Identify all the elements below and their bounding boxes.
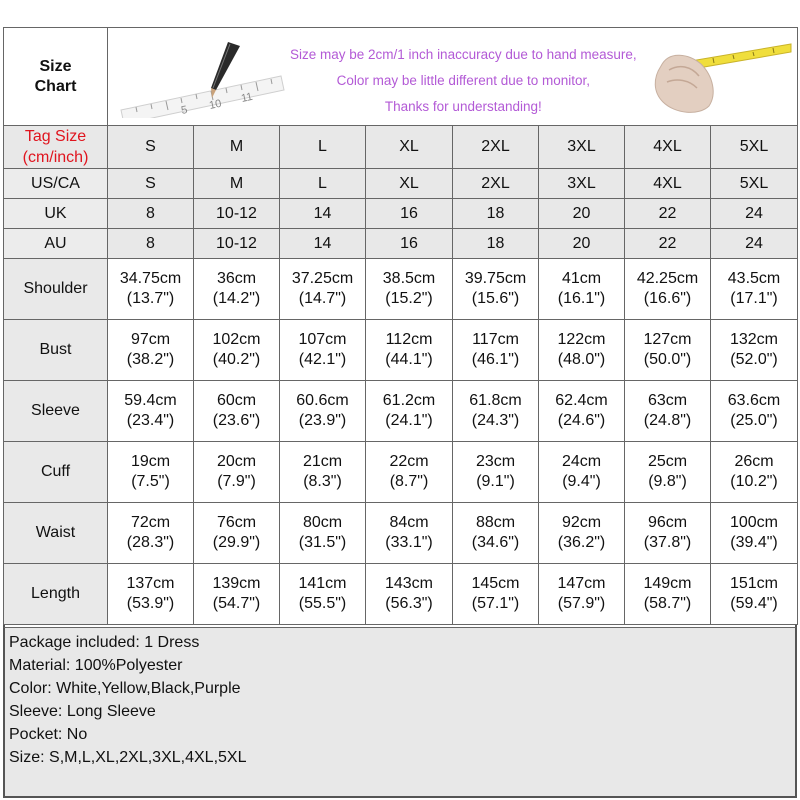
measurement-inch: (16.1") [557,290,606,307]
ruler-number-5: 5 [180,103,189,117]
measurement-cell [625,503,711,564]
measurement-inch: (33.1") [385,534,433,551]
measurement-cell [194,564,280,625]
measurement-inch: (34.6") [471,534,520,551]
measurement-label: Cuff [4,442,108,503]
measurement-cm: 37.25cm [291,270,354,287]
measurement-cell [366,564,453,625]
measurement-inch: (58.7") [643,595,692,612]
measurement-cell [453,564,539,625]
region-size-cell: 5XL [711,169,798,199]
region-size-cell: 24 [711,199,798,229]
measurement-inch: (14.2") [212,290,261,307]
region-size-cell: 16 [366,229,453,259]
measurement-inch: (56.3") [385,595,433,612]
measurement-inch: (25.0") [730,412,778,429]
measurement-inch: (57.9") [557,595,606,612]
measurement-cm: 132cm [729,331,779,348]
title-line-1: Size [39,57,72,75]
measurement-cell [625,442,711,503]
measurement-inch: (54.7") [212,595,261,612]
measurement-cm: 100cm [729,514,779,531]
measurement-cell [366,381,453,442]
measurement-cell [194,503,280,564]
measurement-cell [108,320,194,381]
measurement-cm: 63cm [647,392,688,409]
measurement-cm: 147cm [557,575,606,592]
measurement-inch: (39.4") [730,534,778,551]
region-size-cell: 10-12 [194,229,280,259]
tag-size-label-line-1: Tag Size [24,128,87,145]
measurement-cm: 96cm [647,514,688,531]
measurement-cell [108,564,194,625]
tag-size-cell: 2XL [453,126,539,169]
measurement-cm: 127cm [643,331,692,348]
measurement-cm: 143cm [384,575,434,592]
tag-size-label [4,126,108,169]
measurement-inch: (38.2") [126,351,175,368]
measurement-inch: (40.2") [212,351,261,368]
measurement-cm: 43.5cm [727,270,781,287]
measurement-cell [280,503,366,564]
measurement-row [4,381,798,442]
info-pocket: Pocket: No [9,726,88,743]
region-size-cell: 8 [108,199,194,229]
region-size-cell: M [194,169,280,199]
region-size-cell: 4XL [625,169,711,199]
measurement-cm: 20cm [216,453,257,470]
region-label: US/CA [4,169,108,199]
measurement-cell [108,442,194,503]
measurement-cell [280,381,366,442]
notes [290,42,637,120]
measurement-cell [108,381,194,442]
measurement-row [4,503,798,564]
region-row [4,199,798,229]
tag-size-cell: 4XL [625,126,711,169]
measurement-cell [108,503,194,564]
measurement-cm: 59.4cm [124,392,177,409]
info-color: Color: White,Yellow,Black,Purple [9,680,241,697]
notice-banner [108,28,798,126]
measurement-row [4,320,798,381]
pencil-ruler-icon [116,38,286,118]
region-size-cell: 3XL [539,169,625,199]
region-size-cell: 10-12 [194,199,280,229]
region-size-cell: L [280,169,366,199]
header-row [4,28,798,126]
measurement-inch: (57.1") [471,595,520,612]
measurement-cell [366,442,453,503]
region-row [4,229,798,259]
region-size-cell: 14 [280,199,366,229]
measurement-inch: (7.5") [131,473,170,490]
note-line: Color may be little different due to monitor, [336,73,591,88]
measurement-inch: (9.8") [648,473,687,490]
measurement-inch: (50.0") [643,351,692,368]
measurement-cm: 80cm [302,514,343,531]
region-label: UK [4,199,108,229]
region-size-cell: 22 [625,229,711,259]
measurement-cell [539,442,625,503]
measurement-label: Waist [4,503,108,564]
measurement-cell [711,381,798,442]
measurement-cm: 92cm [561,514,602,531]
region-size-cell: S [108,169,194,199]
measurement-cm: 23cm [475,453,516,470]
region-row [4,169,798,199]
measurement-cm: 151cm [729,575,779,592]
measurement-inch: (15.6") [471,290,520,307]
measurement-cm: 34.75cm [119,270,182,287]
measurement-cell [453,381,539,442]
measurement-inch: (24.3") [471,412,520,429]
measurement-inch: (8.7") [389,473,429,490]
measurement-cm: 62.4cm [555,392,608,409]
region-size-cell: XL [366,169,453,199]
measurement-inch: (55.5") [298,595,347,612]
measurement-cm: 21cm [302,453,343,470]
measurement-cm: 38.5cm [382,270,436,287]
measurement-inch: (24.1") [385,412,433,429]
measurement-cm: 61.2cm [382,392,436,409]
measurement-inch: (24.6") [557,412,606,429]
measurement-cell [194,442,280,503]
measurement-cm: 117cm [472,331,519,348]
measurement-cell [280,259,366,320]
tag-size-cell: M [194,126,280,169]
measurement-inch: (15.2") [385,290,433,307]
measurement-cm: 112cm [385,331,433,348]
ruler-number-10: 10 [208,97,223,112]
measurement-label: Bust [4,320,108,381]
measurement-inch: (7.9") [217,473,256,490]
measurement-cell [366,320,453,381]
region-size-cell: 22 [625,199,711,229]
measurement-cm: 84cm [389,514,429,531]
measurement-cell [453,503,539,564]
region-size-cell: 20 [539,199,625,229]
measurement-inch: (42.1") [298,351,347,368]
measurement-cm: 25cm [647,453,688,470]
info-material: Material: 100%Polyester [9,657,183,674]
measurement-cell [539,503,625,564]
region-size-cell: 24 [711,229,798,259]
measurement-inch: (9.1") [476,473,515,490]
region-size-cell: 16 [366,199,453,229]
tag-size-cell: L [280,126,366,169]
measurement-cell [453,259,539,320]
title-line-2: Chart [34,77,77,95]
measurement-cm: 61.8cm [469,392,522,409]
measurement-inch: (17.1") [730,290,778,307]
measurement-cm: 149cm [643,575,692,592]
measurement-cell [625,320,711,381]
measurement-cell [711,320,798,381]
tag-size-cell: 5XL [711,126,798,169]
page-title [4,28,108,126]
measurement-inch: (44.1") [385,351,433,368]
measurement-cell [539,259,625,320]
measurement-cell [366,259,453,320]
measurement-inch: (23.6") [212,412,261,429]
tag-size-cell: XL [366,126,453,169]
measurement-cell [194,259,280,320]
measurement-cm: 139cm [212,575,261,592]
measurement-cm: 26cm [734,453,774,470]
info-package: Package included: 1 Dress [9,634,200,651]
measurement-cm: 102cm [212,331,261,348]
note-line: Thanks for understanding! [384,99,542,114]
measurement-cm: 36cm [216,270,257,287]
measurement-inch: (52.0") [730,351,778,368]
measurement-cm: 60cm [216,392,257,409]
measurement-cm: 24cm [561,453,602,470]
tag-size-label-line-2: (cm/inch) [22,149,89,166]
measurement-cell [625,381,711,442]
measurement-inch: (24.8") [643,412,692,429]
measurement-cm: 41cm [561,270,602,287]
measurement-cell [194,320,280,381]
measurement-cell [539,381,625,442]
info-size: Size: S,M,L,XL,2XL,3XL,4XL,5XL [9,749,247,766]
product-info [3,627,797,798]
measurement-label: Shoulder [4,259,108,320]
measurement-cm: 22cm [389,453,429,470]
measurement-cell [539,320,625,381]
measurement-cm: 39.75cm [464,270,527,287]
measurement-inch: (9.4") [562,473,601,490]
measurement-inch: (13.7") [126,290,175,307]
measurement-cm: 97cm [130,331,171,348]
measurement-cell [711,442,798,503]
measurement-cell [108,259,194,320]
measurement-cell [711,503,798,564]
measurement-inch: (16.6") [643,290,692,307]
measurement-cell [711,564,798,625]
measurement-inch: (46.1") [471,351,520,368]
measurement-cell [280,320,366,381]
measurement-cm: 72cm [130,514,171,531]
region-size-cell: 2XL [453,169,539,199]
region-label: AU [4,229,108,259]
measurement-inch: (36.2") [557,534,606,551]
measurement-inch: (48.0") [557,351,606,368]
measurement-inch: (59.4") [730,595,778,612]
measurement-cm: 63.6cm [727,392,781,409]
measurement-row [4,564,798,625]
measurement-cm: 19cm [130,453,171,470]
measurement-inch: (53.9") [126,595,175,612]
measurement-inch: (8.3") [303,473,342,490]
measurement-inch: (23.9") [298,412,347,429]
tag-size-cell: S [108,126,194,169]
measurement-cell [453,320,539,381]
measurement-cell [625,259,711,320]
ruler-number-11: 11 [240,90,254,105]
size-chart-table [3,27,798,625]
measurement-cell [280,442,366,503]
region-size-cell: 14 [280,229,366,259]
tag-size-row [4,126,798,169]
measurement-row [4,442,798,503]
measurement-inch: (37.8") [643,534,692,551]
measurement-label: Sleeve [4,381,108,442]
region-size-cell: 8 [108,229,194,259]
measurement-inch: (29.9") [212,534,261,551]
measurement-cell [280,564,366,625]
measurement-cm: 145cm [471,575,520,592]
info-sleeve: Sleeve: Long Sleeve [9,703,156,720]
tag-size-cell: 3XL [539,126,625,169]
measurement-cell [453,442,539,503]
measurement-cm: 60.6cm [296,392,349,409]
measurement-cm: 122cm [557,331,606,348]
measurement-cell [366,503,453,564]
measurement-cell [711,259,798,320]
measurement-cell [194,381,280,442]
measurement-inch: (23.4") [126,412,175,429]
note-line: Size may be 2cm/1 inch inaccuracy due to hand measure, [290,47,637,62]
measurement-inch: (31.5") [298,534,347,551]
region-size-cell: 18 [453,199,539,229]
measurement-label: Length [4,564,108,625]
measurement-cm: 141cm [298,575,347,592]
region-size-cell: 20 [539,229,625,259]
measurement-cm: 107cm [298,331,347,348]
measurement-cell [625,564,711,625]
measurement-cm: 88cm [475,514,516,531]
measurement-cm: 137cm [126,575,175,592]
measurement-row [4,259,798,320]
hand-tape-measure-icon [643,36,793,116]
measurement-inch: (10.2") [730,473,778,490]
measurement-cell [539,564,625,625]
measurement-inch: (14.7") [298,290,347,307]
measurement-cm: 76cm [216,514,257,531]
region-size-cell: 18 [453,229,539,259]
measurement-cm: 42.25cm [636,270,699,287]
measurement-inch: (28.3") [126,534,175,551]
